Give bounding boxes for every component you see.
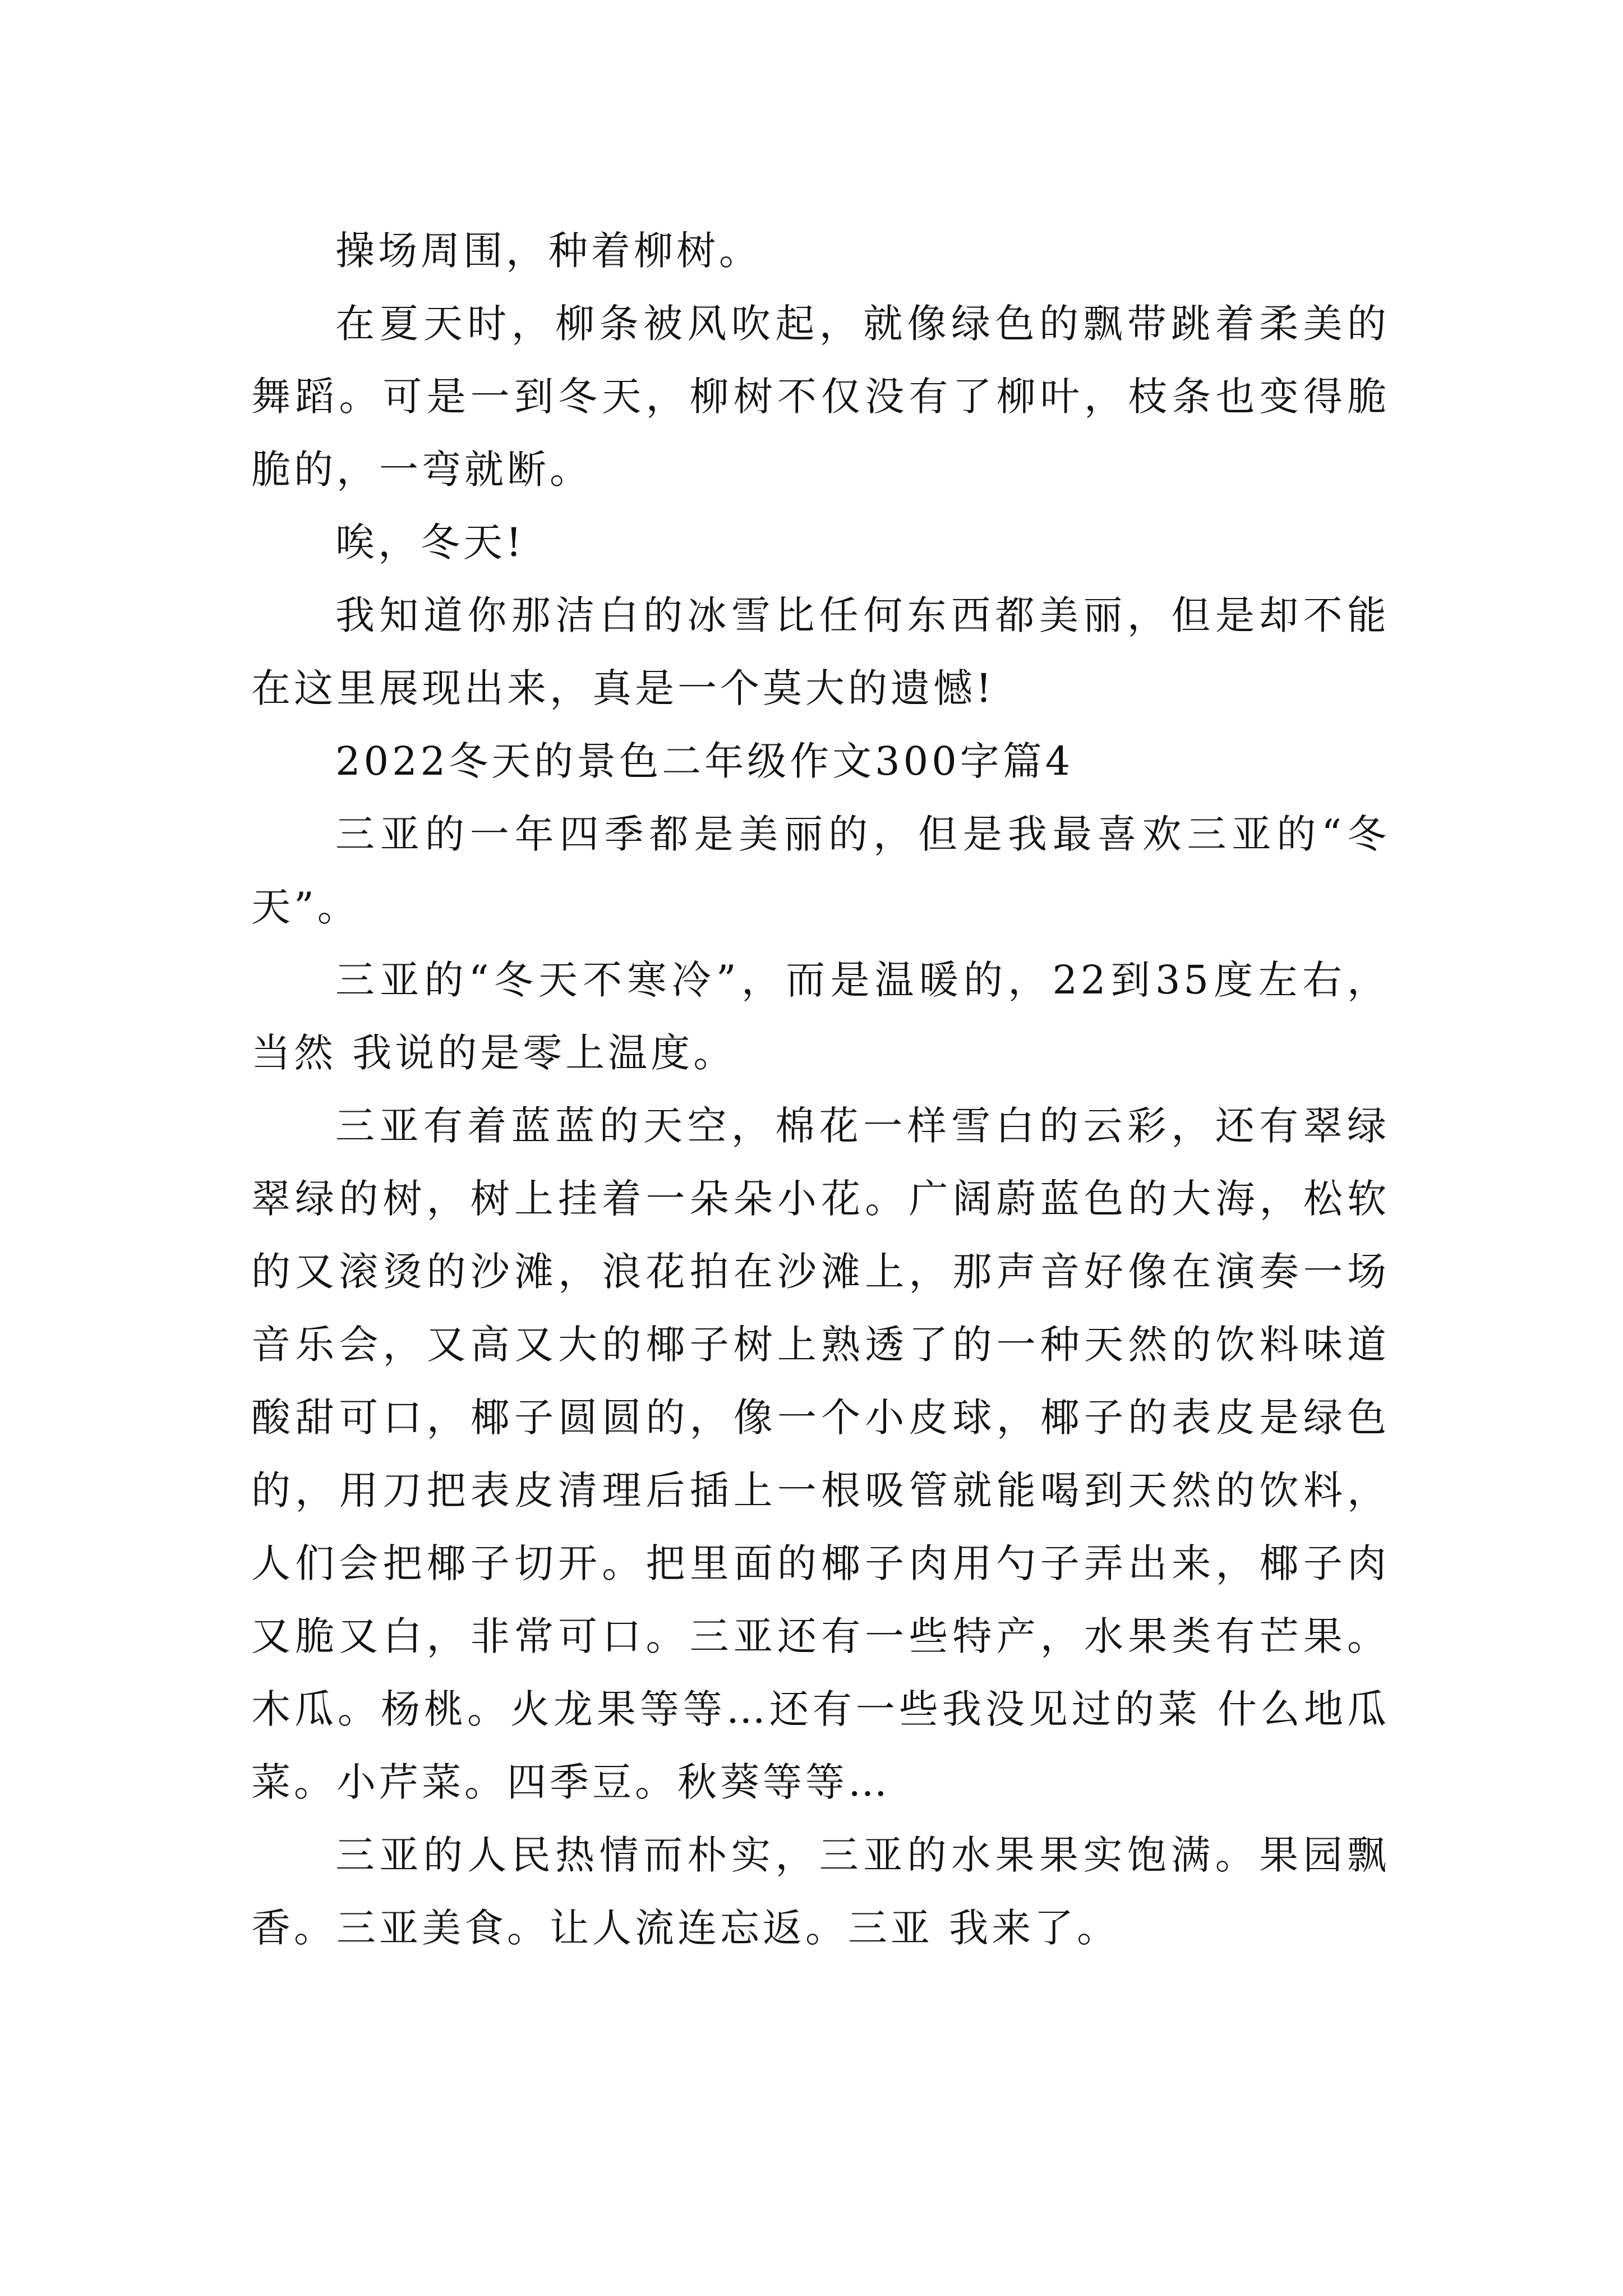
document-body (251, 214, 1390, 1964)
paragraph: 三亚的“冬天不寒冷”，而是温暖的，22到35度左右，当然 我说的是零上温度。 (251, 957, 1390, 1076)
paragraph: 三亚的一年四季都是美丽的，但是我最喜欢三亚的“冬天”。 (251, 811, 1390, 930)
paragraph: 操场周围，种着柳树。 (335, 228, 762, 274)
paragraph: 三亚有着蓝蓝的天空，棉花一样雪白的云彩，还有翠绿翠绿的树，树上挂着一朵朵小花。广阔蔚蓝色的大海，松软的又滚烫的沙滩，浪花拍在沙滩上，那声音好像在演奏一场音乐会，又高又大的椰子树上熟透了的一种天然的饮料味道酸甜可口，椰子圆圆的，像一个小皮球，椰子的表皮是绿色的，用刀把表皮清理后插上一根吸管就能喝到天然的饮料，人们会把椰子切开。把里面的椰子肉用勺子弄出来，椰子肉又脆又白，非常可口。三亚还有一些特产，水果类有芒果。木瓜。杨桃。火龙果等等…还有一些我没见过的菜 什么地瓜菜。小芹菜。四季豆。秋葵等等… (251, 1103, 1390, 1805)
paragraph: 三亚的人民热情而朴实，三亚的水果果实饱满。果园飘香。三亚美食。让人流连忘返。三亚 我来了。 (251, 1832, 1390, 1951)
paragraph: 唉，冬天! (335, 519, 525, 565)
paragraph: 我知道你那洁白的冰雪比任何东西都美丽，但是却不能在这里展现出来，真是一个莫大的遗憾! (251, 592, 1390, 711)
section-heading: 2022冬天的景色二年级作文300字篇4 (335, 738, 1074, 784)
paragraph: 在夏天时，柳条被风吹起，就像绿色的飘带跳着柔美的舞蹈。可是一到冬天，柳树不仅没有了柳叶，枝条也变得脆脆的，一弯就断。 (251, 301, 1390, 493)
